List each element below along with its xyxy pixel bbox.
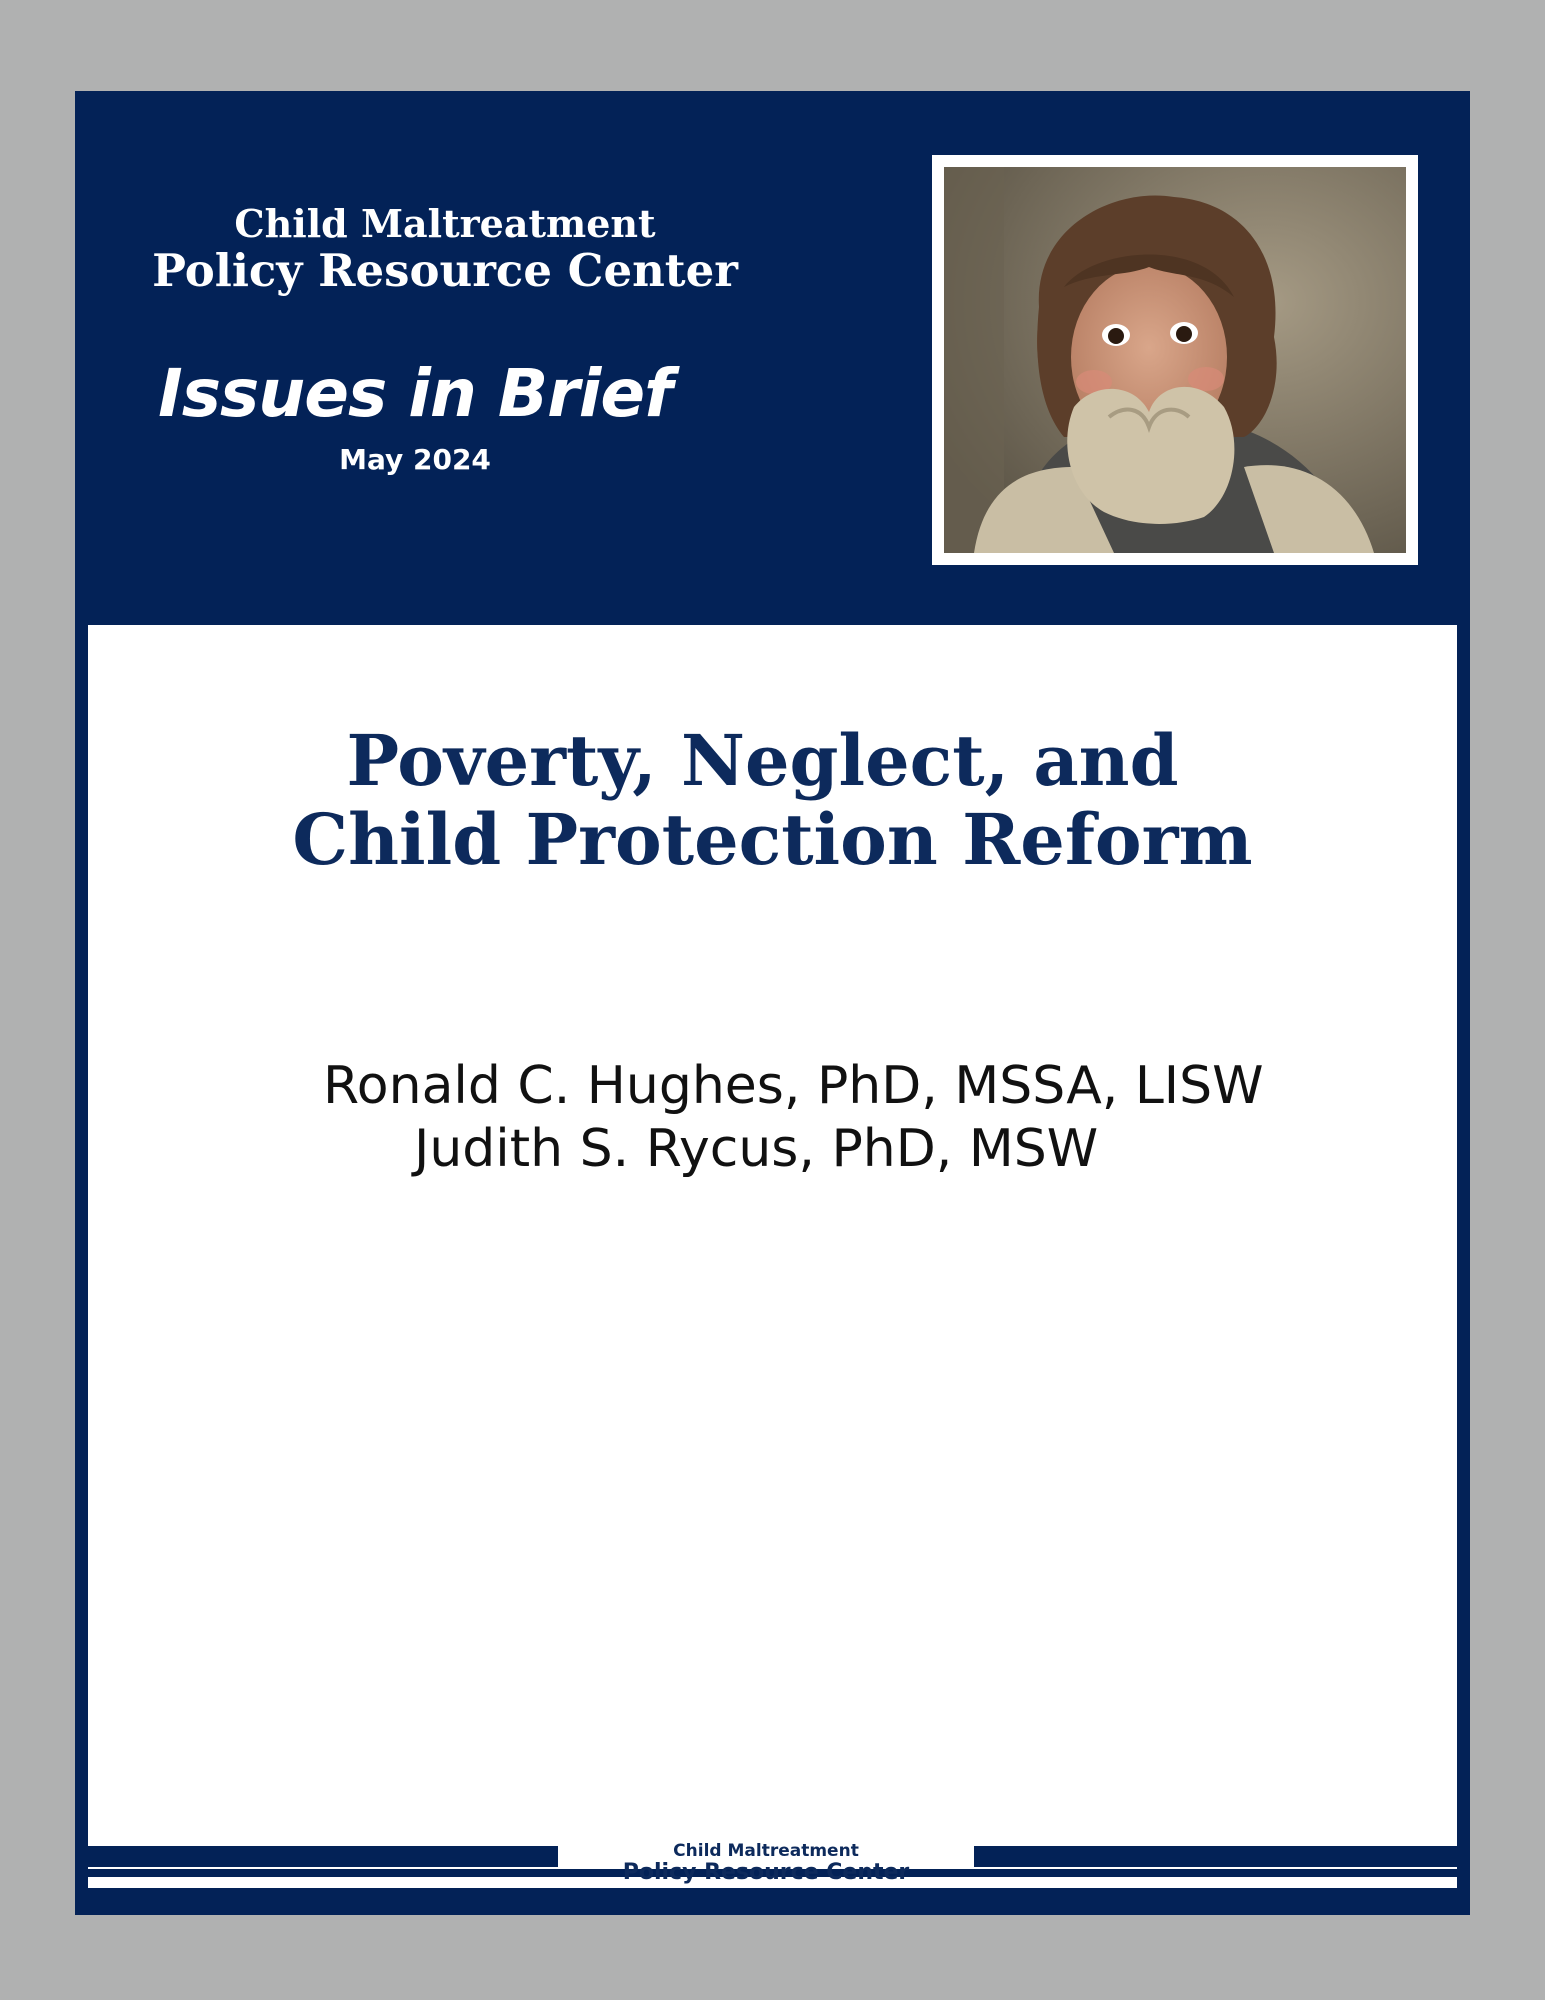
cover-header: [75, 91, 1470, 625]
document-title: [88, 719, 1457, 882]
document-title-line1: Poverty, Neglect, and: [346, 719, 1179, 802]
footer-logo-line2: Policy Resource Center: [622, 1859, 910, 1885]
child-portrait-photo: [944, 167, 1406, 553]
issue-date: May 2024: [339, 443, 491, 476]
series-title: Issues in Brief: [158, 355, 672, 432]
footer-organization-logo: [558, 1843, 974, 1884]
cover-body: [88, 625, 1457, 1888]
child-portrait-illustration: [944, 167, 1406, 553]
document-title-line2: Child Protection Reform: [292, 798, 1253, 882]
author-list: [88, 1055, 1457, 1182]
organization-name: [145, 203, 745, 296]
footer-rule-right: [974, 1846, 1457, 1867]
report-cover: [75, 91, 1470, 1915]
footer-logo-line1: Child Maltreatment: [673, 1841, 859, 1861]
author-name: Judith S. Rycus, PhD, MSW: [414, 1119, 1099, 1180]
author-name: Ronald C. Hughes, PhD, MSSA, LISW: [323, 1056, 1264, 1116]
organization-name-line2: Policy Resource Center: [152, 243, 738, 297]
footer-rule-left: [88, 1846, 558, 1867]
organization-name-line1: Child Maltreatment: [234, 201, 656, 246]
cover-photo-frame: [932, 155, 1418, 565]
